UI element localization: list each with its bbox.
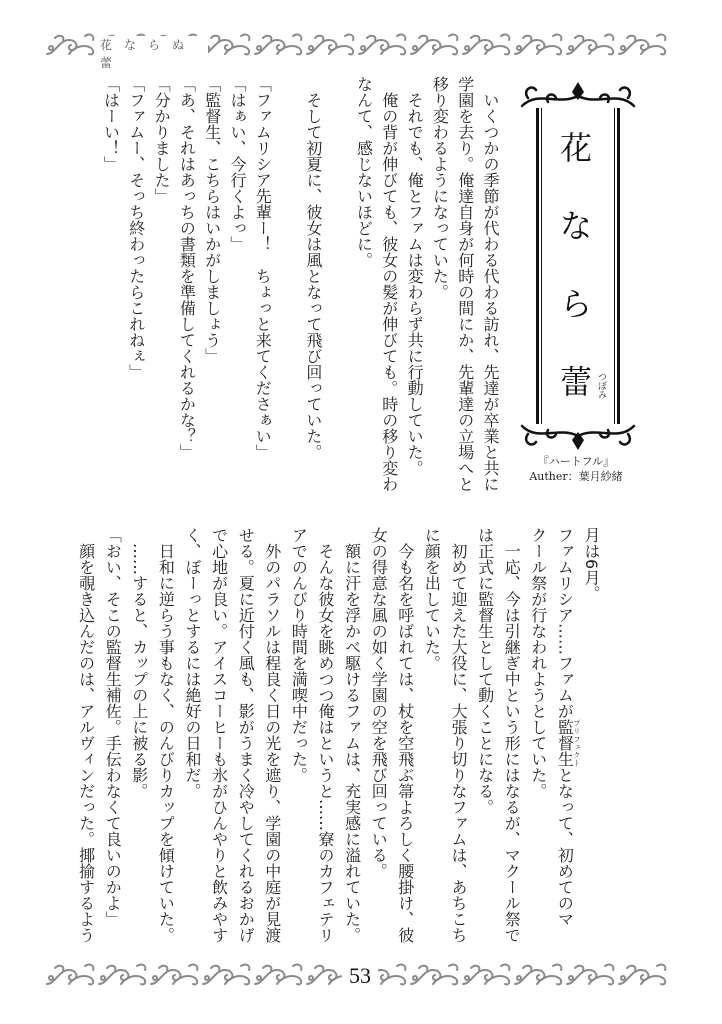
text-line: 女の得意な風の如く学園の空を飛び回っている。 [369,527,389,879]
ruby-text: プリフェクト [572,719,581,767]
series-name: 『ハートフル』 [537,455,615,468]
text-line: 月は6月。 [582,527,601,602]
text-line [551,527,581,927]
title-char-2: な [559,207,592,245]
text-line: 「ファムリシア先輩ー！ ちょっと来てくださぁい」 [253,76,273,460]
title-ruby: つぼみ [596,372,606,399]
text-line: 俺の背が伸びても、彼女の髪が伸びても。時の移り変わ [379,76,399,492]
text-line: ……すると、カップの上に被る影。 [129,527,149,799]
text-line: そんな彼女を眺めつつ俺はというと……寮のカフェテリ [316,527,335,943]
text-line: 顔を覗き込んだのは、アルヴィンだった。揶揄するよう [76,527,96,943]
text-line: 「分かりました」 [152,76,172,204]
text-line: 日和に逆らう事もなく、のんびりカップを傾けていた。 [156,527,176,943]
text-line: く、ぼーっとするには絶好の日和だ。 [183,527,202,799]
text-line: いくつかの季節が代わる代わる訪れ、先達が卒業と共に [481,76,500,492]
ruby-base: 監督生 [555,719,575,767]
text-line: 「おい、そこの監督生補佐。手伝わなくて良いのかよ」 [103,527,123,927]
title-char-4: 蕾 [559,363,592,401]
text-line: クール祭が行なわれようとしていた。 [528,527,548,799]
text-segment: ファムリシア……ファムが [555,527,575,719]
page-number: 53 [342,962,378,990]
text-line: 「監督生、こちらはいかがしましょう」 [202,76,222,364]
title-char-1: 花 [559,129,592,167]
text-line: 学園を去り。俺達自身が何時の間にか、先輩達の立場へと [455,76,475,492]
text-line: で心地が良い。アイスコーヒーも氷がひんやりと飲みやす [209,527,229,943]
text-line: 「はぁい、今行くよっ」 [228,76,247,252]
text-line: アでのんびり時間を満喫中だった。 [289,527,309,783]
text-line: そして初夏に、彼女は風となって飛び回っていた。 [303,76,323,460]
text-line: 移り変わるようになっていた。 [430,76,450,300]
text-line: 一応、今は引継ぎ中という形にはなるが、マクール祭で [502,527,522,943]
text-line: 額に汗を浮かべ駆けるファムは、充実感に溢れていた。 [342,527,362,943]
running-title: 花ならぬ蕾 [96,36,208,72]
text-line: 「あ、それはあっちの書類を準備してくれるかな？」 [177,76,197,460]
text-line: 初めて迎えた大役に、大張り切りなファムは、あちこち [449,527,468,943]
text-line: 今も名を呼ばれては、杖を空飛ぶ箒よろしく腰掛け、彼 [395,527,415,943]
text-line: は正式に監督生として動くことになる。 [475,527,495,815]
ruby-annotation [555,719,581,767]
text-line: 「はーい！」 [101,76,121,172]
title-char-3: ら [559,285,592,323]
text-line: 外のパラソルは程良く日の光を遮り、学園の中庭が見渡 [262,527,282,943]
author-credit: Auther：葉月紗緒 [529,470,623,483]
text-line: に顔を出していた。 [422,527,442,671]
text-line: それでも、俺とファムは変わらず共に行動していた。 [405,76,425,476]
text-line: なんて、感じないほどに。 [354,76,374,268]
text-line: せる。夏に近付く風も、影がうまく冷やしてくれるおかげ [236,527,256,943]
text-segment: となって、初めてのマ [555,767,575,927]
text-line: 「ファムー、そっち終わったらこれねぇ」 [126,76,146,380]
